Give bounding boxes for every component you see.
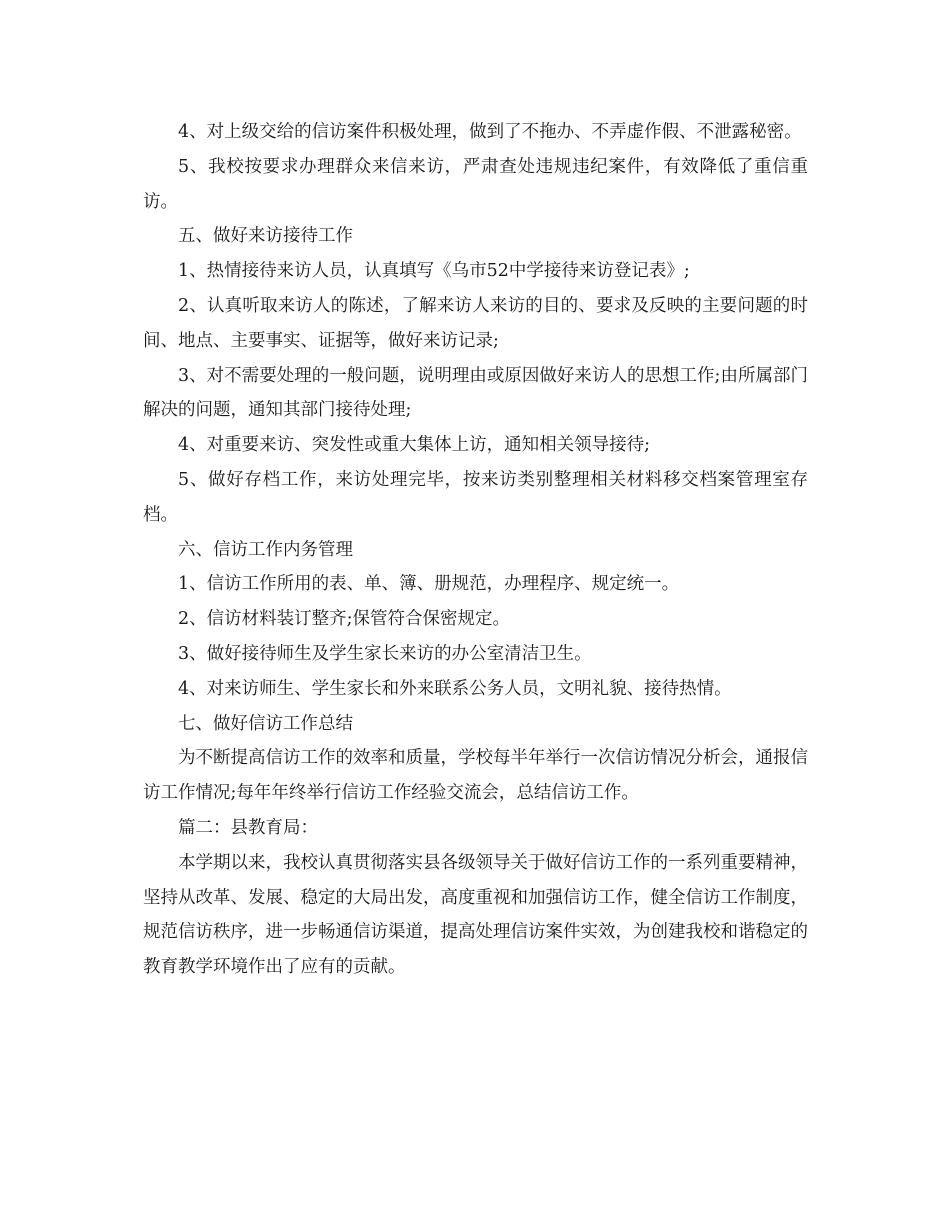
paragraph-item: 1、信访工作所用的表、单、簿、册规范，办理程序、规定统一。	[178, 574, 680, 595]
paragraph-item: 为不断提高信访工作的效率和质量，学校每半年举行一次信访情况分析会，通报信访工作情况;每年年终举行信访工作经验交流会，总结信访工作。	[143, 748, 808, 804]
paragraph-item: 5、做好存档工作，来访处理完毕，按来访类别整理相关材料移交档案管理室存档。	[143, 469, 808, 525]
paragraph-item-5: 5、我校按要求办理群众来信来访，严肃查处违规违纪案件，有效降低了重信重访。	[143, 156, 808, 212]
part-two-heading: 篇二：县教育局：	[178, 817, 318, 838]
section-heading-7: 七、做好信访工作总结	[178, 713, 353, 734]
document-body	[143, 115, 808, 985]
paragraph-item: 3、做好接待师生及学生家长来访的办公室清洁卫生。	[178, 643, 592, 664]
paragraph-item: 2、信访材料装订整齐;保管符合保密规定。	[178, 609, 511, 630]
paragraph-item: 本学期以来，我校认真贯彻落实县各级领导关于做好信访工作的一系列重要精神，坚持从改革、发展、稳定的大局出发，高度重视和加强信访工作，健全信访工作制度，规范信访秩序，进一步畅通信访渠道，提高处理信访案件实效，为创建我校和谐稳定的教育教学环境作出了应有的贡献。	[143, 852, 808, 978]
section-heading-5: 五、做好来访接待工作	[178, 226, 353, 247]
paragraph-item: 4、对来访师生、学生家长和外来联系公务人员，文明礼貌、接待热情。	[178, 678, 732, 699]
paragraph-item: 3、对不需要处理的一般问题，说明理由或原因做好来访人的思想工作;由所属部门解决的问题，通知其部门接待处理;	[143, 365, 808, 421]
paragraph-item: 2、认真听取来访人的陈述，了解来访人来访的目的、要求及反映的主要问题的时间、地点、主要事实、证据等，做好来访记录;	[143, 295, 808, 351]
paragraph-item: 1、热情接待来访人员，认真填写《乌市52中学接待来访登记表》;	[178, 261, 690, 282]
section-heading-6: 六、信访工作内务管理	[178, 539, 353, 560]
paragraph-item: 4、对重要来访、突发性或重大集体上访，通知相关领导接待;	[178, 435, 651, 456]
paragraph-item-4: 4、对上级交给的信访案件积极处理，做到了不拖办、不弄虚作假、不泄露秘密。	[178, 122, 802, 142]
